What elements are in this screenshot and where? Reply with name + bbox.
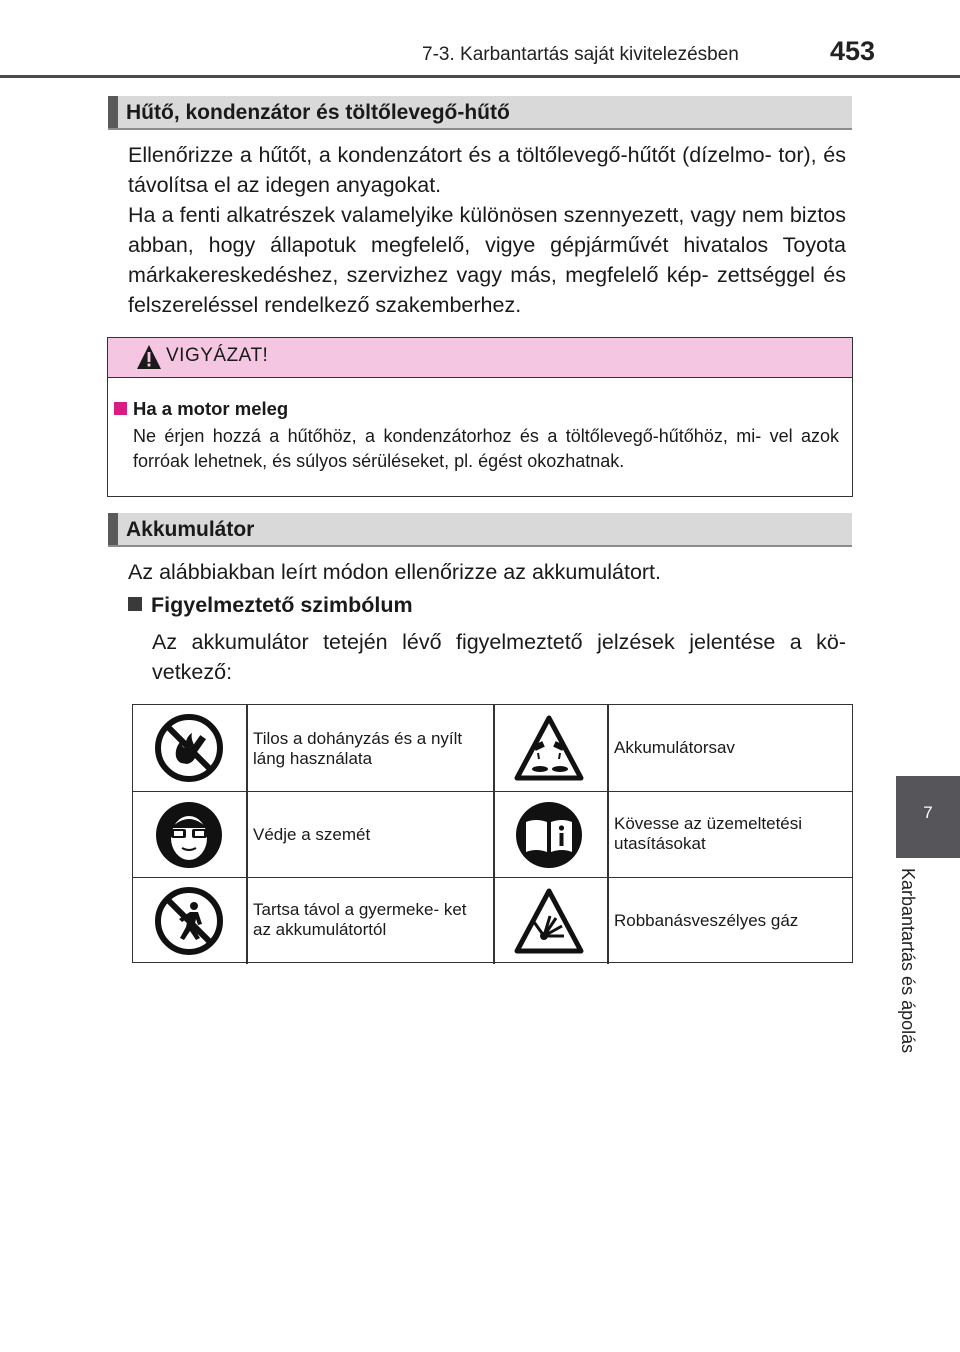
table-row — [133, 791, 852, 878]
column-divider — [607, 878, 609, 964]
battery-intro: Az alábbiakban leírt módon ellenőrizze az akkumulátort. — [128, 560, 662, 584]
caution-item-title-text: Ha a motor meleg — [133, 398, 289, 419]
explosive-gas-icon — [514, 886, 584, 956]
paragraph: Ellenőrizze a hűtőt, a kondenzátort és a töltőlevegő-hűtőt (dízelmo- tor), és távolítsa el az idegen anyagokat. — [128, 143, 846, 197]
bullet-square-icon — [114, 402, 127, 415]
chapter-tab — [896, 776, 960, 858]
table-row — [133, 877, 852, 964]
section-title: Hűtő, kondenzátor és töltőlevegő-hűtő — [126, 101, 510, 124]
chapter-label-text: Karbantartás és ápolás — [898, 868, 918, 1054]
column-divider — [246, 878, 248, 964]
column-divider — [246, 705, 248, 791]
caution-label: VIGYÁZAT! — [166, 345, 269, 366]
symbol-intro: Az akkumulátor tetején lévő figyelmeztető jelzések jelentése a kö- vetkező: — [152, 630, 846, 684]
section-heading-radiator — [108, 96, 852, 130]
column-divider — [493, 878, 495, 964]
header-rule — [0, 75, 960, 78]
column-divider — [246, 792, 248, 878]
page-number: 453 — [830, 36, 876, 66]
caution-box — [107, 337, 853, 497]
caution-item-title — [114, 398, 288, 420]
battery-acid-icon — [514, 713, 584, 783]
chapter-number: 7 — [923, 803, 933, 822]
symbol-label: Robbanásveszélyes gáz — [614, 911, 799, 930]
section-title: Akkumulátor — [126, 518, 255, 541]
symbol-label: Tartsa távol a gyermeke- ket az akkumulátortól — [253, 900, 467, 939]
table-row — [133, 705, 852, 791]
caution-text: Ne érjen hozzá a hűtőhöz, a kondenzátorhoz és a töltőlevegő-hűtőhöz, mi- vel azok forróak lehetnek, és súlyos sérüléseket, pl. égést okozhatnak. — [133, 426, 839, 471]
symbol-label: Védje a szemét — [253, 825, 371, 844]
symbols-table — [132, 704, 853, 963]
section-accent — [108, 513, 118, 545]
radiator-body — [128, 140, 846, 320]
section-heading-battery — [108, 513, 852, 547]
eye-protection-icon — [154, 800, 224, 870]
chapter-header: 7-3. Karbantartás saját kivitelezésben — [422, 44, 739, 65]
warning-triangle-icon — [136, 344, 162, 370]
paragraph: Ha a fenti alkatrészek valamelyike különösen szennyezett, vagy nem biztos abban, hogy állapotuk megfelelő, vigye gépjárművét hivatalos Toyota márkakereskedéshez, szervizhez vagy más, megfelelő kép- zettséggel és felszereléssel rendelkező szakemberhez. — [128, 203, 846, 317]
chapter-side-label — [896, 868, 960, 1078]
bullet-square-icon — [128, 597, 142, 611]
caution-header — [108, 338, 852, 378]
read-manual-icon — [514, 800, 584, 870]
symbol-label: Kövesse az üzemeltetési utasításokat — [614, 814, 803, 853]
symbol-label: Akkumulátorsav — [614, 738, 735, 757]
column-divider — [493, 705, 495, 791]
column-divider — [607, 705, 609, 791]
keep-children-away-icon — [154, 886, 224, 956]
column-divider — [493, 792, 495, 878]
no-smoking-flame-icon — [154, 713, 224, 783]
symbol-label: Tilos a dohányzás és a nyílt láng használata — [253, 729, 463, 768]
symbol-subheading-text: Figyelmeztető szimbólum — [151, 593, 413, 617]
symbol-subheading — [128, 593, 413, 618]
section-accent — [108, 96, 118, 128]
column-divider — [607, 792, 609, 878]
